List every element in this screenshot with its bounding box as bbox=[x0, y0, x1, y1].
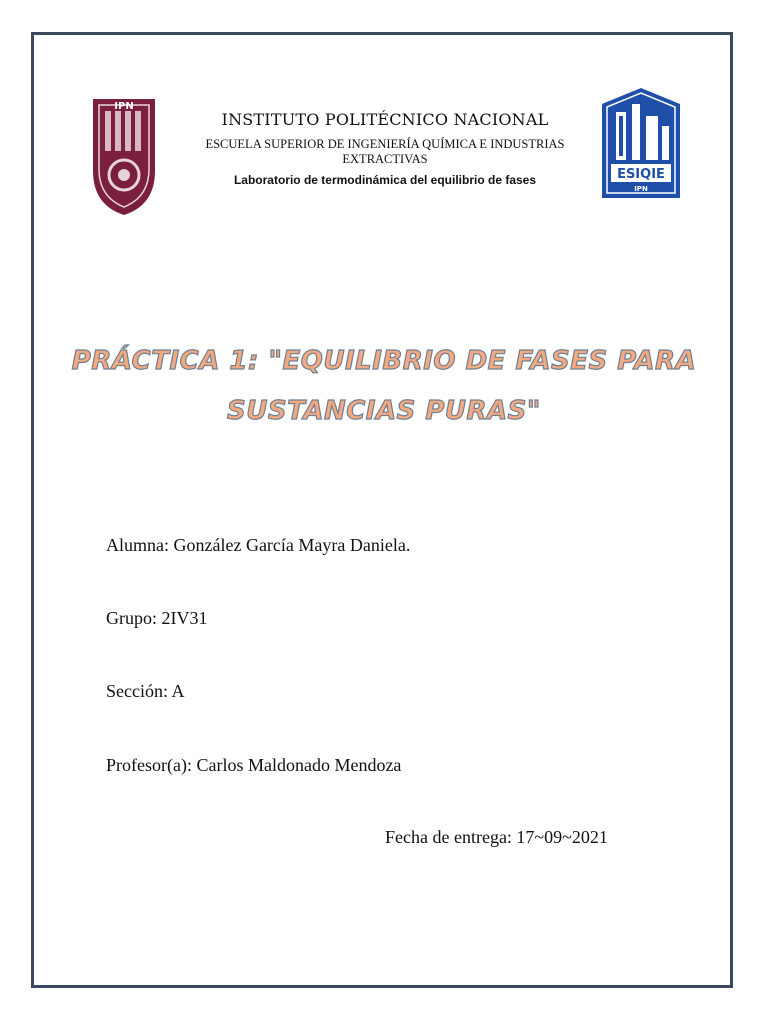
professor: Profesor(a): Carlos Maldonado Mendoza bbox=[106, 755, 402, 775]
practice-title-line1: PRÁCTICA 1: "EQUILIBRIO DE FASES PARA bbox=[71, 346, 697, 376]
institution-name: INSTITUTO POLITÉCNICO NACIONAL bbox=[221, 110, 549, 129]
section: Sección: A bbox=[106, 681, 185, 701]
ipn-logo-icon bbox=[85, 93, 163, 218]
esiqie-logo-text: ESIQIE bbox=[617, 167, 665, 182]
group: Grupo: 2IV31 bbox=[106, 608, 208, 628]
delivery-date: Fecha de entrega: 17~09~2021 bbox=[385, 827, 608, 847]
student-name: Alumna: González García Mayra Daniela. bbox=[106, 535, 411, 555]
ipn-logo-text: IPN bbox=[114, 101, 134, 112]
laboratory-name: Laboratorio de termodinámica del equilibrio de fases bbox=[233, 173, 537, 187]
esiqie-logo-subtext: IPN bbox=[634, 185, 648, 193]
practice-title-line2: SUSTANCIAS PURAS" bbox=[227, 396, 541, 426]
school-name-line1: ESCUELA SUPERIOR DE INGENIERÍA QUÍMICA E INDUSTRIAS bbox=[205, 137, 565, 151]
practice-title bbox=[60, 336, 708, 436]
school-name-line2: EXTRACTIVAS bbox=[342, 152, 428, 166]
document-header bbox=[190, 110, 580, 187]
esiqie-logo-icon bbox=[596, 86, 686, 204]
